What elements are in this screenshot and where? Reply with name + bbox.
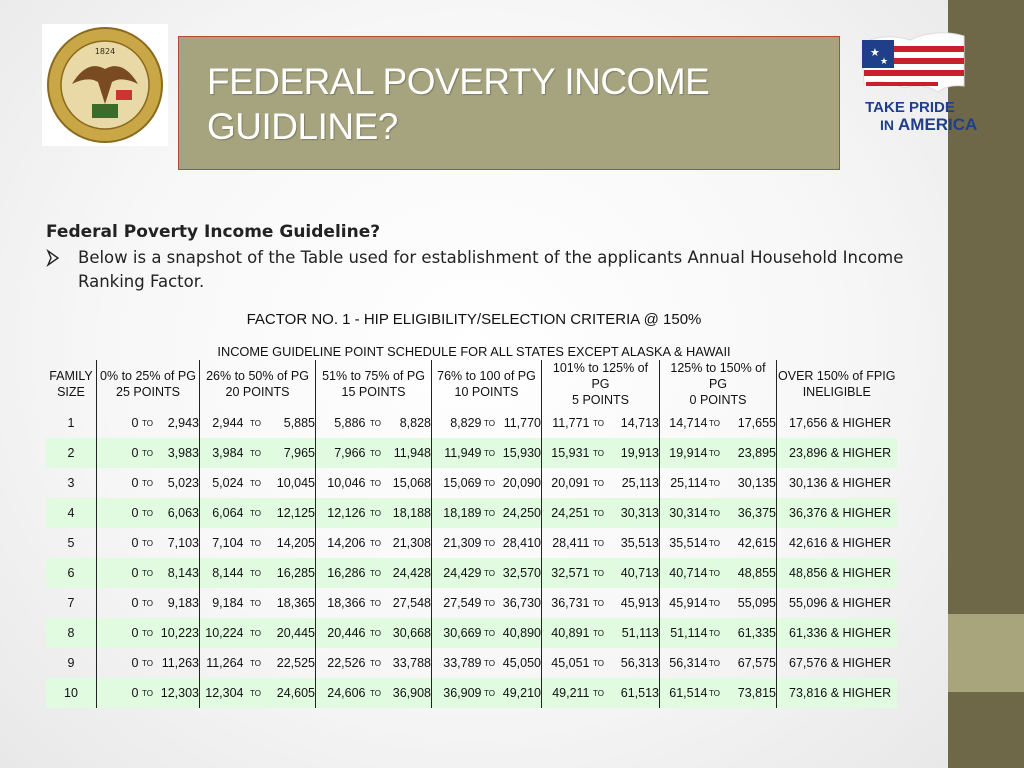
range-to-label: TO bbox=[593, 658, 604, 668]
range-high-cell: 24,428 bbox=[386, 558, 432, 588]
family-size-cell: 5 bbox=[67, 536, 75, 550]
range-low-cell: 7,104 bbox=[200, 528, 244, 558]
range-low-cell: 24,251 bbox=[542, 498, 590, 528]
range-high-cell: 10,223 bbox=[157, 618, 200, 648]
column-header-points: 15 POINTS bbox=[341, 385, 406, 399]
range-low-cell: 20,091 bbox=[542, 468, 590, 498]
column-header-line: 101% to 125% of bbox=[552, 361, 649, 375]
range-high-cell: 12,303 bbox=[157, 678, 200, 708]
column-header bbox=[97, 360, 200, 408]
ineligible-threshold-cell: 36,376 & HIGHER bbox=[777, 498, 897, 528]
range-low-cell: 8,144 bbox=[200, 558, 244, 588]
range-high-cell: 12,125 bbox=[268, 498, 316, 528]
range-to-label: TO bbox=[139, 618, 157, 648]
ineligible-threshold-cell: 55,096 & HIGHER bbox=[777, 588, 897, 618]
ineligible-threshold-cell: 30,136 & HIGHER bbox=[777, 468, 897, 498]
range-high-cell: 11,948 bbox=[386, 438, 432, 468]
page-title bbox=[207, 59, 709, 149]
range-high-cell: 56,313 bbox=[620, 656, 659, 670]
table-row bbox=[46, 528, 897, 558]
range-high-cell: 22,525 bbox=[276, 656, 315, 670]
range-high-cell: 21,308 bbox=[392, 536, 431, 550]
range-low-cell: 5,024 bbox=[200, 468, 244, 498]
range-high-cell: 8,143 bbox=[157, 558, 200, 588]
range-low-cell: 0 bbox=[97, 588, 139, 618]
range-high-cell: 42,615 bbox=[737, 536, 776, 550]
range-to-label: TO bbox=[370, 538, 381, 548]
range-high-cell: 27,548 bbox=[392, 596, 431, 610]
range-to-label: TO bbox=[708, 678, 722, 708]
range-low-cell: 10,224 bbox=[200, 618, 244, 648]
take-pride-in-america-logo bbox=[852, 26, 978, 136]
range-high-cell: 19,913 bbox=[608, 438, 660, 468]
range-high-cell: 35,513 bbox=[620, 536, 659, 550]
family-size-cell: 9 bbox=[67, 656, 75, 670]
range-to-label: TO bbox=[370, 598, 381, 608]
range-low-cell: 0 bbox=[97, 558, 139, 588]
range-to-label: TO bbox=[482, 438, 498, 468]
range-high-cell: 11,263 bbox=[161, 656, 199, 670]
family-size-cell: 8 bbox=[46, 618, 97, 648]
range-to-label: TO bbox=[590, 558, 608, 588]
ineligible-threshold-cell: 61,336 & HIGHER bbox=[777, 618, 897, 648]
range-low-cell: 61,514 bbox=[660, 678, 708, 708]
column-header-line: 0% to 25% of PG bbox=[100, 369, 196, 383]
svg-text:★: ★ bbox=[870, 46, 880, 59]
column-header-line: 76% to 100 of PG bbox=[437, 369, 536, 383]
range-to-label: TO bbox=[142, 538, 153, 548]
range-high-cell: 48,855 bbox=[722, 558, 777, 588]
range-high-cell: 55,095 bbox=[737, 596, 776, 610]
range-to-label: TO bbox=[590, 678, 608, 708]
range-to-label: TO bbox=[142, 478, 153, 488]
range-low-cell: 49,211 bbox=[542, 678, 590, 708]
range-to-label: TO bbox=[250, 478, 261, 488]
range-to-label: TO bbox=[250, 538, 261, 548]
range-to-label: TO bbox=[370, 478, 381, 488]
range-high-cell: 45,913 bbox=[620, 596, 659, 610]
range-to-label: TO bbox=[590, 618, 608, 648]
title-line-2: GUIDLINE? bbox=[207, 106, 398, 147]
range-low-cell: 33,789 bbox=[432, 648, 482, 678]
range-to-label: TO bbox=[244, 498, 268, 528]
range-high-cell: 7,103 bbox=[167, 536, 199, 550]
range-to-label: TO bbox=[366, 678, 386, 708]
table-body bbox=[46, 408, 897, 708]
title-box bbox=[178, 36, 840, 170]
range-to-label: TO bbox=[709, 418, 720, 428]
range-low-cell: 18,366 bbox=[316, 588, 366, 618]
range-high-cell: 14,205 bbox=[276, 536, 315, 550]
svg-text:★: ★ bbox=[880, 57, 889, 67]
range-high-cell: 33,788 bbox=[392, 656, 431, 670]
range-high-cell: 67,575 bbox=[737, 656, 776, 670]
range-high-cell: 24,605 bbox=[268, 678, 316, 708]
range-high-cell: 15,068 bbox=[392, 476, 431, 490]
range-to-label: TO bbox=[370, 658, 381, 668]
range-to-label: TO bbox=[484, 478, 495, 488]
range-to-label: TO bbox=[250, 418, 261, 428]
section-heading: Federal Poverty Income Guideline? bbox=[46, 222, 381, 242]
range-low-cell: 24,429 bbox=[432, 558, 482, 588]
range-to-label: TO bbox=[366, 438, 386, 468]
ineligible-threshold-cell: 17,656 & HIGHER bbox=[777, 408, 897, 438]
column-header bbox=[777, 360, 897, 408]
range-to-label: TO bbox=[708, 618, 722, 648]
range-high-cell: 28,410 bbox=[502, 536, 541, 550]
column-header bbox=[660, 360, 777, 408]
range-low-cell: 20,446 bbox=[316, 618, 366, 648]
range-low-cell: 56,314 bbox=[660, 648, 708, 678]
table-row bbox=[46, 498, 897, 528]
range-high-cell: 2,943 bbox=[167, 416, 199, 430]
range-to-label: TO bbox=[244, 558, 268, 588]
range-to-label: TO bbox=[484, 658, 495, 668]
range-low-cell: 36,731 bbox=[542, 588, 590, 618]
range-low-cell: 0 bbox=[97, 468, 139, 498]
range-low-cell: 11,771 bbox=[542, 408, 590, 438]
column-header-points: 5 POINTS bbox=[572, 393, 629, 407]
range-low-cell: 7,966 bbox=[316, 438, 366, 468]
schedule-title: INCOME GUIDELINE POINT SCHEDULE FOR ALL STATES EXCEPT ALASKA & HAWAII bbox=[217, 344, 731, 359]
range-to-label: TO bbox=[709, 538, 720, 548]
range-low-cell: 28,411 bbox=[542, 528, 590, 558]
factor-title: FACTOR NO. 1 - HIP ELIGIBILITY/SELECTION CRITERIA @ 150% bbox=[246, 311, 702, 328]
range-to-label: TO bbox=[244, 678, 268, 708]
family-size-cell: 4 bbox=[46, 498, 97, 528]
range-low-cell: 0 bbox=[97, 678, 139, 708]
range-low-cell: 0 bbox=[97, 408, 139, 438]
range-low-cell: 19,914 bbox=[660, 438, 708, 468]
logo-tagline-3: AMERICA bbox=[898, 115, 978, 134]
column-header-line: PG bbox=[708, 377, 728, 391]
range-to-label: TO bbox=[139, 558, 157, 588]
table-row bbox=[46, 648, 897, 678]
column-header-line: OVER 150% of FPIG bbox=[778, 369, 896, 383]
range-low-cell: 0 bbox=[97, 498, 139, 528]
range-high-cell: 30,668 bbox=[386, 618, 432, 648]
range-low-cell: 40,891 bbox=[542, 618, 590, 648]
range-high-cell: 20,445 bbox=[268, 618, 316, 648]
range-low-cell: 11,949 bbox=[432, 438, 482, 468]
range-high-cell: 14,713 bbox=[620, 416, 659, 430]
range-low-cell: 30,669 bbox=[432, 618, 482, 648]
range-to-label: TO bbox=[593, 478, 604, 488]
family-size-cell: 10 bbox=[46, 678, 97, 708]
column-header-line: PG bbox=[591, 377, 610, 391]
range-high-cell: 5,885 bbox=[283, 416, 315, 430]
range-high-cell: 25,113 bbox=[621, 476, 659, 490]
range-low-cell: 11,264 bbox=[200, 648, 244, 678]
table-row bbox=[46, 408, 897, 438]
table-row bbox=[46, 678, 897, 708]
range-low-cell: 45,051 bbox=[542, 648, 590, 678]
range-high-cell: 18,365 bbox=[276, 596, 315, 610]
family-size-cell: 3 bbox=[67, 476, 75, 490]
range-high-cell: 7,965 bbox=[268, 438, 316, 468]
range-high-cell: 40,713 bbox=[608, 558, 660, 588]
family-size-cell: 2 bbox=[46, 438, 97, 468]
range-to-label: TO bbox=[139, 498, 157, 528]
column-header-points: INELIGIBLE bbox=[802, 385, 871, 399]
range-to-label: TO bbox=[244, 438, 268, 468]
column-header-points: SIZE bbox=[57, 385, 85, 399]
ineligible-threshold-cell: 23,896 & HIGHER bbox=[777, 438, 897, 468]
table-row bbox=[46, 618, 897, 648]
range-high-cell: 16,285 bbox=[268, 558, 316, 588]
range-high-cell: 10,045 bbox=[276, 476, 315, 490]
column-header bbox=[542, 360, 660, 408]
range-to-label: TO bbox=[484, 418, 495, 428]
range-high-cell: 61,335 bbox=[722, 618, 777, 648]
range-low-cell: 30,314 bbox=[660, 498, 708, 528]
range-low-cell: 15,931 bbox=[542, 438, 590, 468]
bullet-item bbox=[46, 246, 906, 294]
column-header bbox=[432, 360, 542, 408]
column-header bbox=[200, 360, 316, 408]
range-low-cell: 35,514 bbox=[660, 528, 708, 558]
range-high-cell: 30,313 bbox=[608, 498, 660, 528]
range-to-label: TO bbox=[593, 598, 604, 608]
bia-seal-logo bbox=[42, 24, 168, 146]
range-to-label: TO bbox=[709, 658, 720, 668]
range-low-cell: 0 bbox=[97, 528, 139, 558]
income-guideline-table bbox=[46, 360, 897, 708]
bullet-arrow-icon bbox=[46, 248, 60, 268]
column-header bbox=[46, 360, 97, 408]
range-high-cell: 5,023 bbox=[167, 476, 199, 490]
right-strip-accent bbox=[948, 614, 1024, 692]
range-to-label: TO bbox=[593, 418, 604, 428]
range-high-cell: 9,183 bbox=[167, 596, 199, 610]
range-to-label: TO bbox=[366, 498, 386, 528]
table-header-row bbox=[46, 360, 897, 408]
range-high-cell: 40,890 bbox=[498, 618, 542, 648]
range-to-label: TO bbox=[244, 618, 268, 648]
range-high-cell: 20,090 bbox=[502, 476, 541, 490]
range-to-label: TO bbox=[139, 678, 157, 708]
column-header-line: FAMILY bbox=[49, 369, 93, 383]
range-high-cell: 36,730 bbox=[502, 596, 541, 610]
range-low-cell: 14,714 bbox=[660, 408, 708, 438]
range-low-cell: 0 bbox=[97, 618, 139, 648]
title-line-1: FEDERAL POVERTY INCOME bbox=[207, 61, 710, 102]
range-high-cell: 36,908 bbox=[386, 678, 432, 708]
ineligible-threshold-cell: 73,816 & HIGHER bbox=[777, 678, 897, 708]
range-low-cell: 21,309 bbox=[432, 528, 482, 558]
range-low-cell: 9,184 bbox=[200, 588, 244, 618]
column-header-points: 0 POINTS bbox=[689, 393, 747, 407]
range-low-cell: 8,829 bbox=[432, 408, 482, 438]
range-to-label: TO bbox=[142, 658, 153, 668]
ineligible-threshold-cell: 67,576 & HIGHER bbox=[777, 648, 897, 678]
range-low-cell: 6,064 bbox=[200, 498, 244, 528]
logo-tagline-1: TAKE PRIDE bbox=[865, 99, 955, 116]
column-header-line: 26% to 50% of PG bbox=[206, 369, 309, 383]
range-low-cell: 32,571 bbox=[542, 558, 590, 588]
range-low-cell: 0 bbox=[97, 648, 139, 678]
range-high-cell: 17,655 bbox=[737, 416, 776, 430]
range-low-cell: 18,189 bbox=[432, 498, 482, 528]
ineligible-threshold-cell: 48,856 & HIGHER bbox=[777, 558, 897, 588]
range-low-cell: 15,069 bbox=[432, 468, 482, 498]
range-to-label: TO bbox=[590, 438, 608, 468]
range-to-label: TO bbox=[482, 498, 498, 528]
range-to-label: TO bbox=[370, 418, 381, 428]
range-to-label: TO bbox=[482, 618, 498, 648]
range-to-label: TO bbox=[708, 438, 722, 468]
range-to-label: TO bbox=[484, 538, 495, 548]
range-high-cell: 36,375 bbox=[722, 498, 777, 528]
range-high-cell: 8,828 bbox=[399, 416, 431, 430]
family-size-cell: 6 bbox=[46, 558, 97, 588]
range-high-cell: 61,513 bbox=[608, 678, 660, 708]
range-to-label: TO bbox=[366, 558, 386, 588]
range-high-cell: 23,895 bbox=[722, 438, 777, 468]
range-high-cell: 49,210 bbox=[498, 678, 542, 708]
family-size-cell: 7 bbox=[67, 596, 75, 610]
range-low-cell: 10,046 bbox=[316, 468, 366, 498]
range-to-label: TO bbox=[709, 478, 720, 488]
range-to-label: TO bbox=[593, 538, 604, 548]
range-to-label: TO bbox=[708, 558, 722, 588]
range-low-cell: 25,114 bbox=[660, 468, 708, 498]
logo-tagline-2: IN bbox=[880, 117, 894, 133]
range-low-cell: 3,984 bbox=[200, 438, 244, 468]
range-low-cell: 24,606 bbox=[316, 678, 366, 708]
family-size-cell: 1 bbox=[67, 416, 75, 430]
range-low-cell: 12,304 bbox=[200, 678, 244, 708]
table-row bbox=[46, 438, 897, 468]
range-low-cell: 51,114 bbox=[660, 618, 708, 648]
range-low-cell: 22,526 bbox=[316, 648, 366, 678]
range-low-cell: 0 bbox=[97, 438, 139, 468]
range-low-cell: 2,944 bbox=[200, 408, 244, 438]
range-to-label: TO bbox=[142, 598, 153, 608]
range-low-cell: 12,126 bbox=[316, 498, 366, 528]
range-to-label: TO bbox=[709, 598, 720, 608]
range-high-cell: 6,063 bbox=[157, 498, 200, 528]
range-to-label: TO bbox=[366, 618, 386, 648]
range-high-cell: 15,930 bbox=[498, 438, 542, 468]
range-to-label: TO bbox=[139, 438, 157, 468]
range-to-label: TO bbox=[590, 498, 608, 528]
range-to-label: TO bbox=[484, 598, 495, 608]
table-row bbox=[46, 558, 897, 588]
column-header-points: 25 POINTS bbox=[116, 385, 180, 399]
range-high-cell: 3,983 bbox=[157, 438, 200, 468]
range-high-cell: 73,815 bbox=[722, 678, 777, 708]
range-to-label: TO bbox=[142, 418, 153, 428]
bullet-text: Below is a snapshot of the Table used for establishment of the applicants Annual Household Income Ranking Factor. bbox=[78, 248, 904, 291]
column-header-line: 125% to 150% of bbox=[670, 361, 766, 375]
range-high-cell: 30,135 bbox=[737, 476, 776, 490]
table-row bbox=[46, 468, 897, 498]
range-to-label: TO bbox=[250, 658, 261, 668]
range-high-cell: 45,050 bbox=[502, 656, 541, 670]
range-high-cell: 18,188 bbox=[386, 498, 432, 528]
range-low-cell: 16,286 bbox=[316, 558, 366, 588]
range-low-cell: 14,206 bbox=[316, 528, 366, 558]
ineligible-threshold-cell: 42,616 & HIGHER bbox=[777, 528, 897, 558]
column-header bbox=[316, 360, 432, 408]
range-to-label: TO bbox=[708, 498, 722, 528]
range-high-cell: 32,570 bbox=[498, 558, 542, 588]
range-low-cell: 36,909 bbox=[432, 678, 482, 708]
range-low-cell: 27,549 bbox=[432, 588, 482, 618]
column-header-points: 20 POINTS bbox=[225, 385, 290, 399]
range-high-cell: 51,113 bbox=[608, 618, 660, 648]
range-low-cell: 5,886 bbox=[316, 408, 366, 438]
column-header-points: 10 POINTS bbox=[454, 385, 519, 399]
range-high-cell: 11,770 bbox=[503, 416, 541, 430]
range-to-label: TO bbox=[482, 678, 498, 708]
seal-year: 1824 bbox=[94, 47, 116, 56]
table-row bbox=[46, 588, 897, 618]
range-low-cell: 40,714 bbox=[660, 558, 708, 588]
range-to-label: TO bbox=[250, 598, 261, 608]
range-high-cell: 24,250 bbox=[498, 498, 542, 528]
range-to-label: TO bbox=[482, 558, 498, 588]
column-header-line: 51% to 75% of PG bbox=[322, 369, 425, 383]
range-low-cell: 45,914 bbox=[660, 588, 708, 618]
